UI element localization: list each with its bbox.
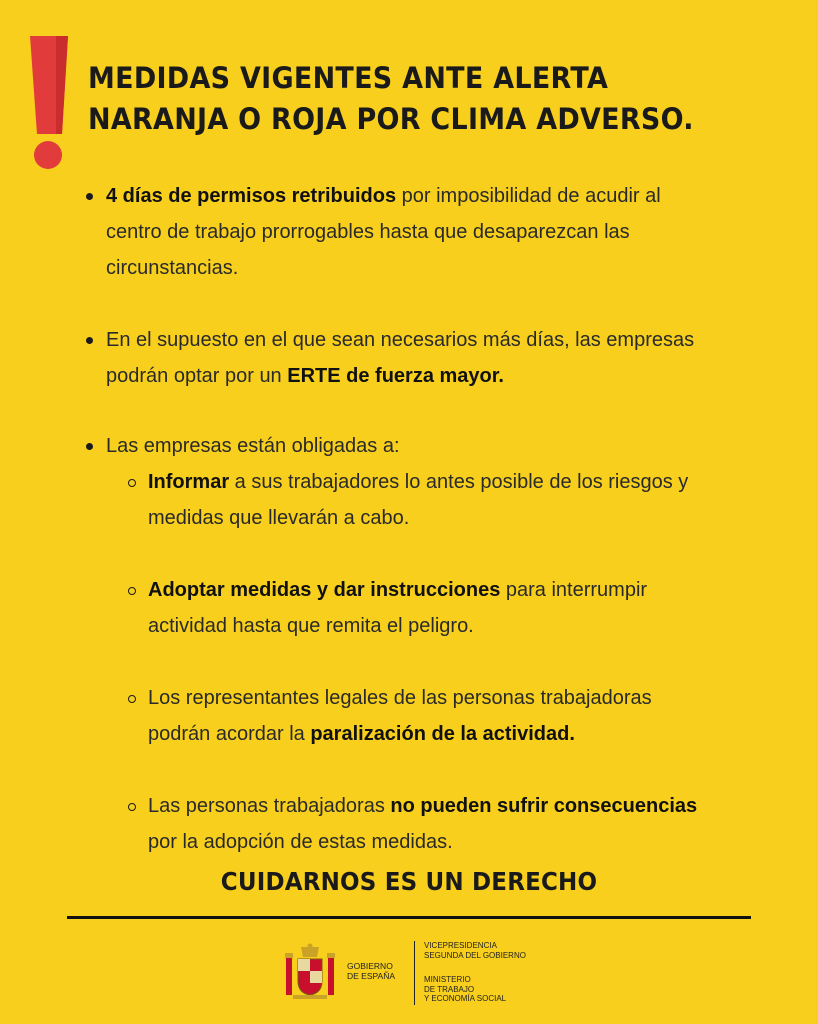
bullet-dot [86,337,93,344]
bullet-text: podrán acordar la [148,723,311,745]
bullet-text: Las personas trabajadoras [148,795,391,817]
bullet-text: para interrumpir [500,579,648,601]
footer-text: Y ECONOMÍA SOCIAL [424,994,507,1003]
title-line-2: NARANJA O ROJA POR CLIMA ADVERSO. [88,102,694,136]
footer-text: MINISTERIO [424,975,471,984]
bullet-dot [86,193,93,200]
footer-text: VICEPRESIDENCIA [424,941,497,950]
footer-text: DE TRABAJO [424,984,475,994]
bullet-dot [86,443,93,450]
bullet-text: actividad hasta que remita el peligro. [148,615,474,637]
subbullet-representatives [128,680,776,752]
ministerio-label [424,975,506,1004]
bullet-text: podrán optar por un [106,365,288,387]
subbullet-adopt-measures [128,572,776,644]
footer-divider [414,941,415,1005]
bullet-erte [86,322,776,394]
subbullet-inform [128,464,776,536]
bullet-bold-text: Informar [148,471,230,493]
bullet-text: En el supuesto en el que sean necesarios más días, las empresas [106,329,695,351]
footer-logos [0,935,818,1015]
bullet-bold-text: ERTE de fuerza mayor. [287,365,504,387]
bullet-text: centro de trabajo prorrogables hasta que desaparezcan las [106,221,630,243]
slogan: CUIDARNOS ES UN DERECHO [220,867,598,896]
exclamation-icon [26,36,70,172]
bullet-paid-leave [86,178,776,286]
bullet-bold-text: 4 días de permisos retribuidos [106,185,397,207]
page-title [88,58,739,140]
measures-list [86,178,776,860]
bullet-text: por imposibilidad de acudir al [396,185,661,207]
bullet-text: medidas que llevarán a cabo. [148,507,410,529]
coat-of-arms-icon [283,943,337,1001]
divider [67,916,751,919]
footer-text: SEGUNDA DEL GOBIERNO [424,950,526,960]
bullet-bold-text: Adoptar medidas y dar instrucciones [148,579,501,601]
bullet-text: Los representantes legales de las personas trabajadoras [148,687,652,709]
bullet-text: por la adopción de estas medidas. [148,831,453,853]
bullet-text: circunstancias. [106,257,239,279]
bullet-text: a sus trabajadores lo antes posible de los riesgos y [229,471,689,493]
footer-text: GOBIERNO [347,961,393,971]
footer-text: DE ESPAÑA [347,971,396,981]
vicepresidencia-label [424,941,526,960]
title-line-1: MEDIDAS VIGENTES ANTE ALERTA [88,61,609,95]
subbullet-ring [128,479,136,487]
subbullet-ring [128,803,136,811]
bullet-company-obligations [86,428,776,464]
subbullet-ring [128,695,136,703]
gobierno-espana-label [347,961,395,981]
subbullet-ring [128,587,136,595]
subbullet-no-consequences [128,788,776,860]
bullet-bold-text: paralización de la actividad. [310,723,575,745]
bullet-text: Las empresas están obligadas a: [106,435,400,457]
bullet-bold-text: no pueden sufrir consecuencias [390,795,698,817]
